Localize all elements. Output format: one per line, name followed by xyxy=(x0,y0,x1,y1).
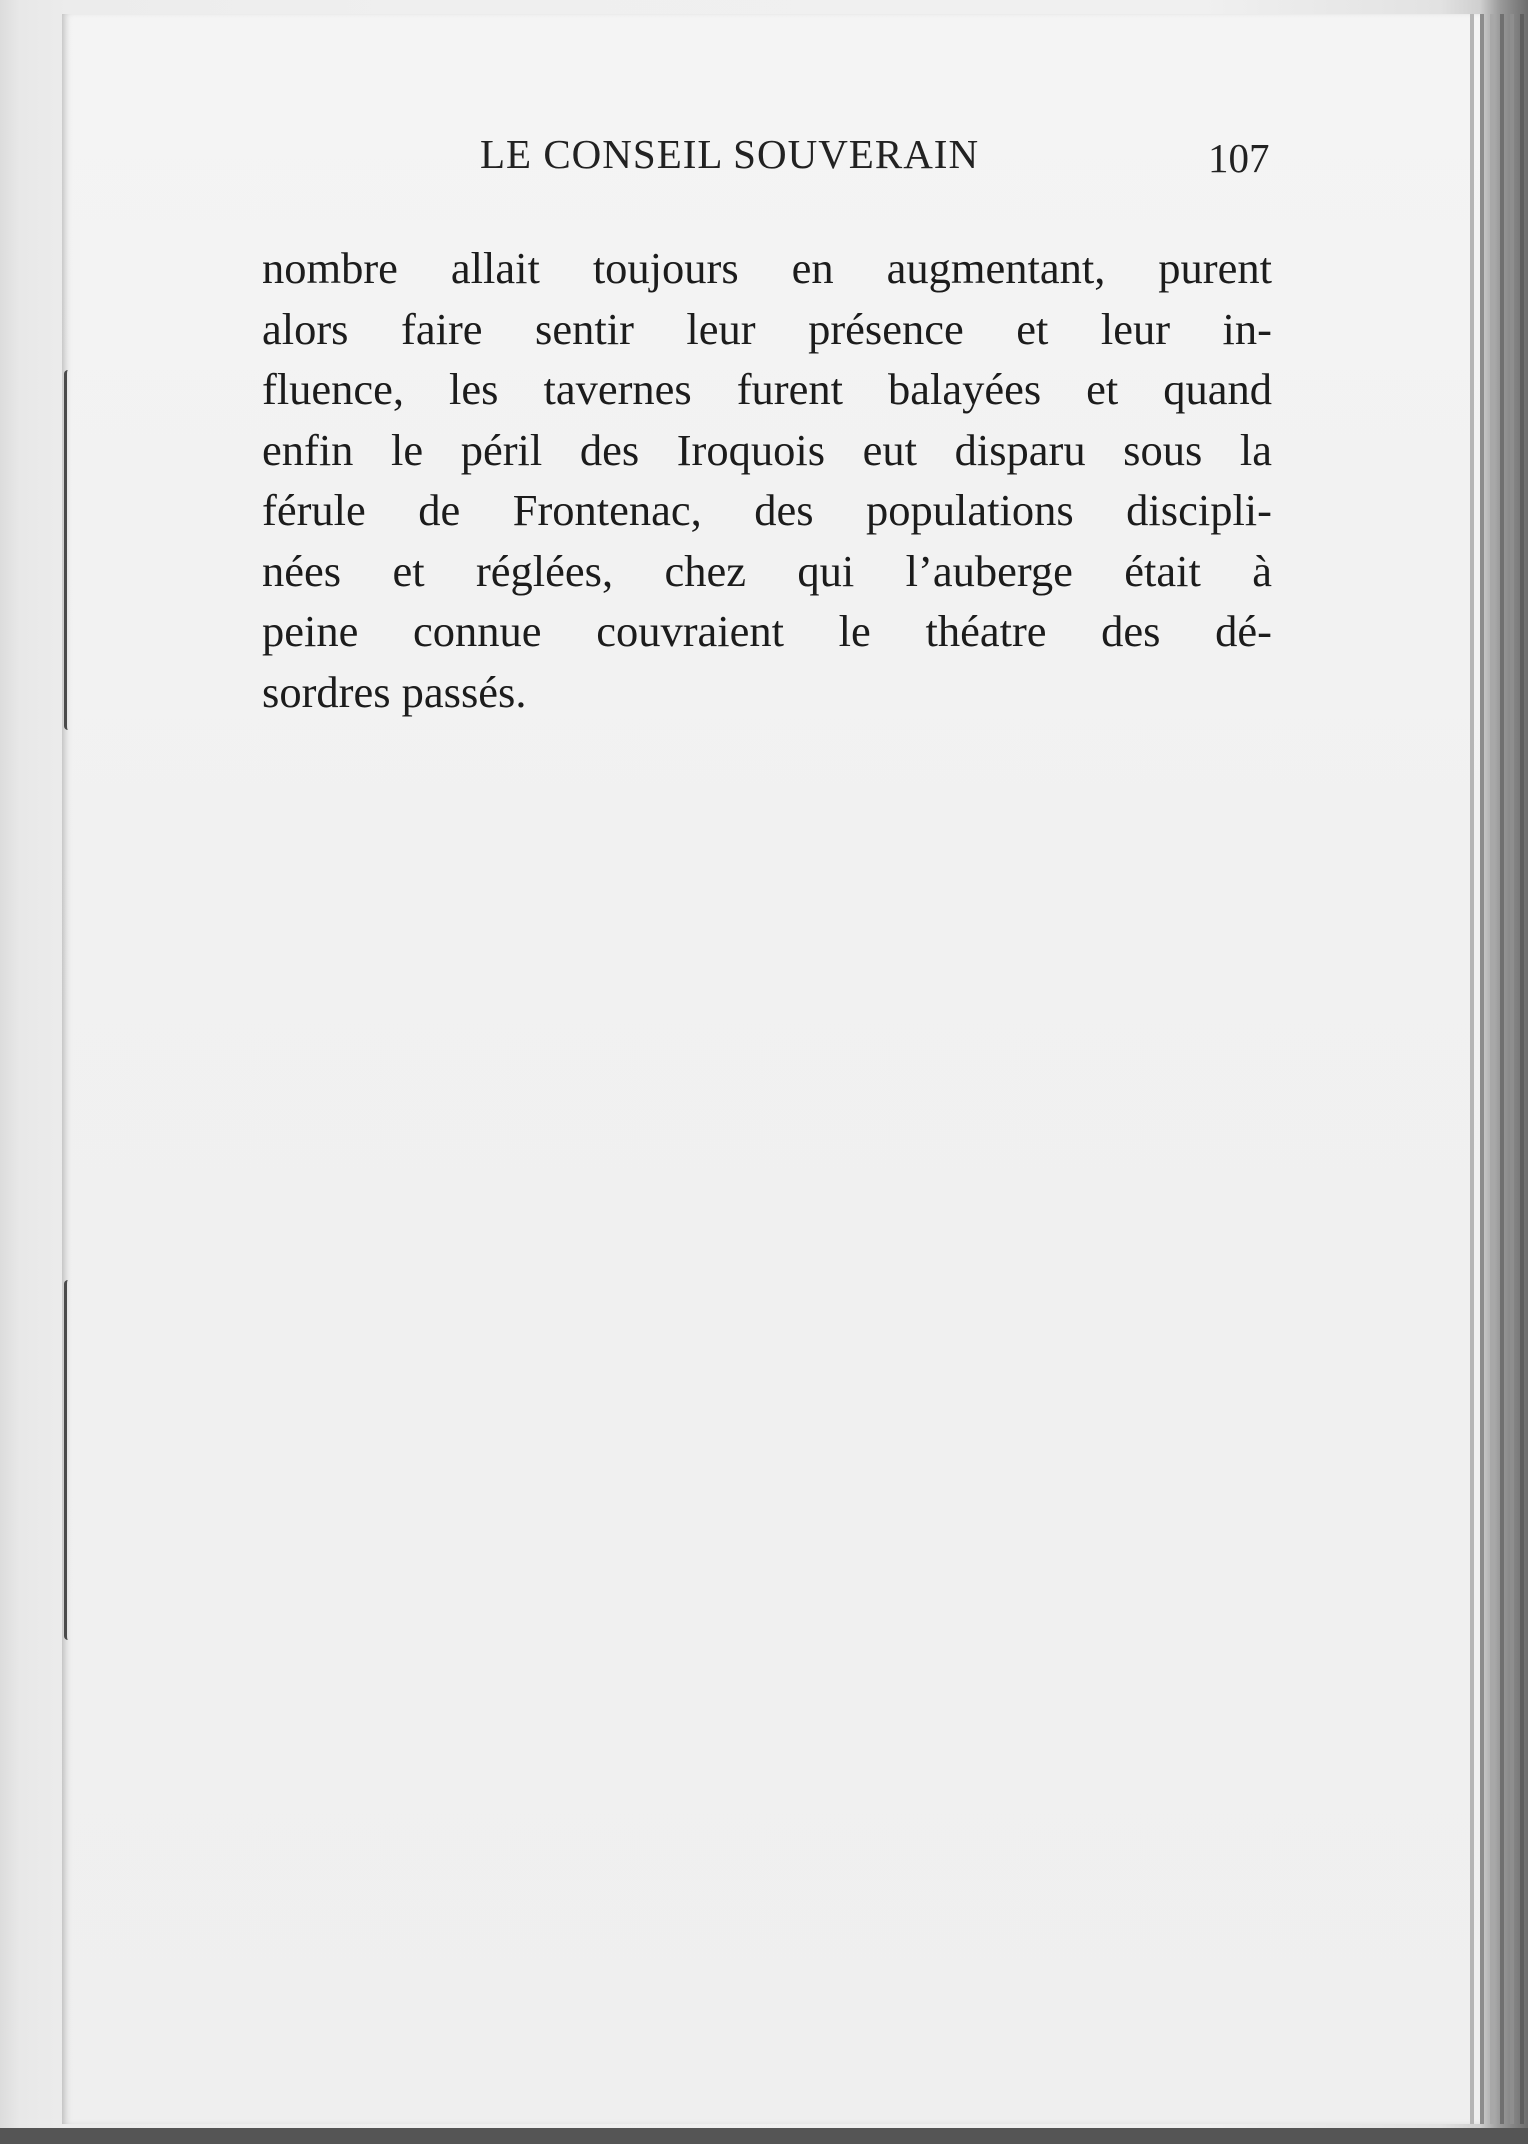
page-edge xyxy=(1510,14,1514,2124)
page-edge xyxy=(1470,14,1474,2124)
body-text xyxy=(262,238,1272,722)
text-line: peine connue couvraient le théatre des dé- xyxy=(262,606,1272,656)
text-line: nombre allait toujours en augmentant, purent xyxy=(262,243,1272,293)
binding-thread xyxy=(64,370,73,730)
page-number: 107 xyxy=(1208,135,1270,181)
text-line: sordres passés. xyxy=(262,666,527,717)
page-edge xyxy=(1490,14,1494,2124)
page-edge xyxy=(1520,14,1524,2124)
text-line: nées et réglées, chez qui l’auberge était à xyxy=(262,545,1272,596)
page-edge xyxy=(1500,14,1504,2124)
running-title: LE CONSEIL SOUVERAIN xyxy=(480,131,980,177)
scan-bottom-edge xyxy=(0,2128,1528,2144)
text-line: alors faire sentir leur présence et leur in- xyxy=(262,303,1272,354)
text-line: férule de Frontenac, des populations discipli- xyxy=(262,485,1272,535)
binding-thread xyxy=(64,1280,73,1640)
page-edge xyxy=(1480,14,1484,2124)
text-line: enfin le péril des Iroquois eut disparu sous la xyxy=(262,424,1272,475)
text-line: fluence, les tavernes furent balayées et quand xyxy=(262,364,1272,414)
